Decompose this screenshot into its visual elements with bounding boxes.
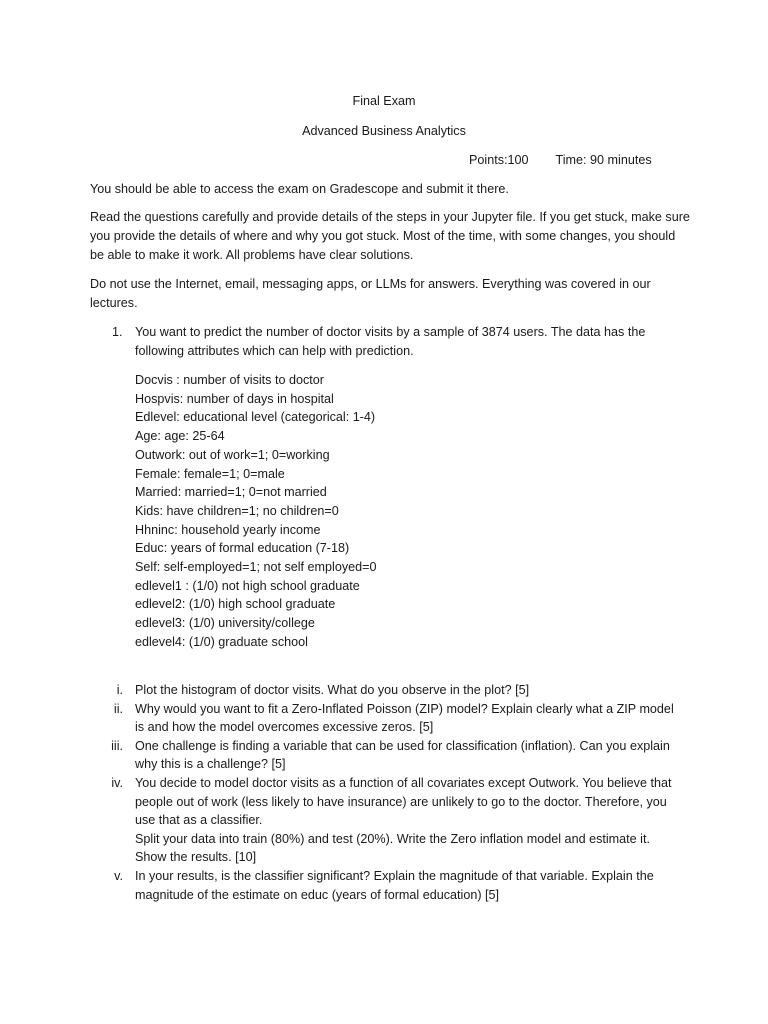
exam-title: Final Exam bbox=[352, 94, 416, 108]
subquestion-text: Why would you want to fit a Zero-Inflated Poisson (ZIP) model? Explain clearly what a ZIP model is and how the model overcomes excessive zeros. [5] bbox=[135, 701, 674, 735]
question-number: 1. bbox=[112, 325, 123, 339]
attribute-item: edlevel3: (1/0) university/college bbox=[135, 616, 315, 631]
subquestion-numeral: ii. bbox=[113, 701, 123, 716]
subquestion-text: Split your data into train (80%) and test (20%). Write the Zero inflation model and estimate it. Show the results. [10] bbox=[135, 831, 650, 865]
attribute-item: Kids: have children=1; no children=0 bbox=[135, 503, 339, 518]
instruction-paragraph: Read the questions carefully and provide details of the steps in your Jupyter file. If you get stuck, make sure you provide the details of where and why you got stuck. Most of the time, with some changes, you should be able to make it work. All problems have clear solutions. bbox=[90, 210, 690, 262]
attribute-item: Hospvis: number of days in hospital bbox=[135, 391, 334, 406]
attribute-list bbox=[135, 371, 655, 652]
subquestion-item bbox=[90, 867, 690, 904]
attribute-item: Female: female=1; 0=male bbox=[135, 466, 285, 481]
attribute-item: edlevel2: (1/0) high school graduate bbox=[135, 597, 336, 612]
subquestion-item bbox=[90, 737, 690, 774]
subquestion-numeral: iii. bbox=[111, 738, 123, 753]
subquestion-item bbox=[90, 681, 690, 700]
time-label: Time: 90 minutes bbox=[555, 153, 652, 167]
attribute-item: edlevel4: (1/0) graduate school bbox=[135, 634, 308, 649]
subquestion-text: You decide to model doctor visits as a function of all covariates except Outwork. You believe that people out of work (less likely to have insurance) are unlikely to go to the doctor. Therefore, you use that as a classifier. bbox=[135, 775, 672, 828]
attribute-item: Hhninc: household yearly income bbox=[135, 522, 321, 537]
subquestion-item bbox=[90, 774, 690, 867]
instruction-paragraph: Do not use the Internet, email, messaging apps, or LLMs for answers. Everything was covered in our lectures. bbox=[90, 277, 651, 310]
attribute-item: Married: married=1; 0=not married bbox=[135, 485, 327, 500]
subquestion-text: Plot the histogram of doctor visits. What do you observe in the plot? [5] bbox=[135, 683, 530, 697]
attribute-item: edlevel1 : (1/0) not high school graduate bbox=[135, 578, 360, 593]
course-title: Advanced Business Analytics bbox=[302, 124, 466, 138]
attribute-item: Docvis : number of visits to doctor bbox=[135, 373, 324, 387]
subquestion-numeral: i. bbox=[116, 683, 123, 697]
instruction-paragraph: You should be able to access the exam on Gradescope and submit it there. bbox=[90, 182, 509, 196]
question-text: You want to predict the number of doctor visits by a sample of 3874 users. The data has the following attributes which can help with prediction. bbox=[135, 325, 646, 358]
subquestion-text: One challenge is finding a variable that can be used for classification (inflation). Can you explain why this is a challenge? [5] bbox=[135, 738, 670, 772]
subquestion-numeral: iv. bbox=[111, 775, 123, 790]
subquestion-list bbox=[90, 681, 690, 904]
subquestion-item bbox=[90, 700, 690, 737]
attribute-item: Edlevel: educational level (categorical: 1-4) bbox=[135, 410, 376, 425]
attribute-item: Educ: years of formal education (7-18) bbox=[135, 541, 350, 556]
points-label: Points:100 bbox=[469, 153, 529, 167]
attribute-item: Outwork: out of work=1; 0=working bbox=[135, 447, 330, 462]
subquestion-numeral: v. bbox=[114, 868, 123, 883]
attribute-item: Self: self-employed=1; not self employed=0 bbox=[135, 560, 377, 575]
attribute-item: Age: age: 25-64 bbox=[135, 429, 225, 444]
subquestion-text: In your results, is the classifier significant? Explain the magnitude of that variable. Explain the magnitude of the estimate on educ (years of formal education) [5] bbox=[135, 868, 654, 902]
points-time-row bbox=[469, 151, 652, 169]
